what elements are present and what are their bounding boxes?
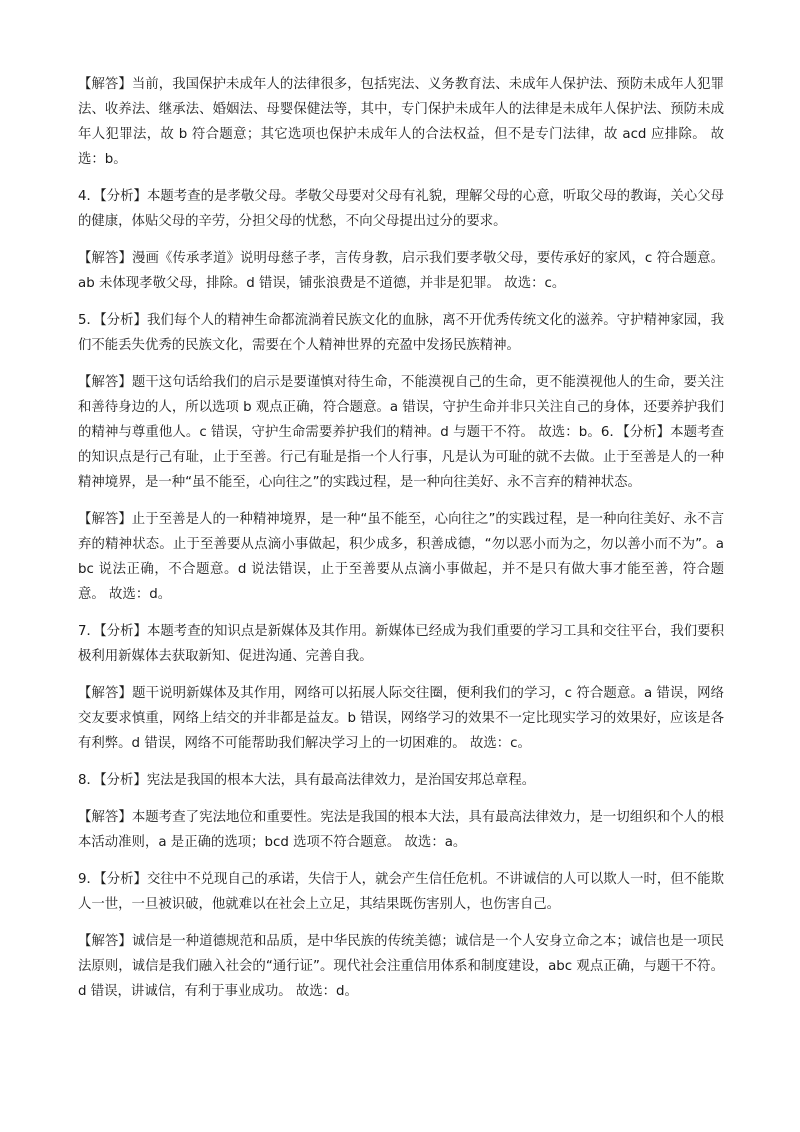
question-6-solution: 【解答】止于至善是人的一种精神境界，是一种“虽不能至，心向往之”的实践过程，是一种向往美好、永不言弃的精神状态。止于至善要从点滴小事做起，积少成多，积善成德，“勿以恶小而为之，勿以善小而不为”。abc 说法正确，不合题意。d 说法错误，止于至善要从点滴小事做起，并不是只有做大事才能至善，符合题意。 故选：d。: [78, 512, 724, 602]
question-4-solution: 【解答】漫画《传承孝道》说明母慈子孝，言传身教，启示我们要孝敬父母，要传承好的家风，c 符合题意。ab 未体现孝敬父母，排除。d 错误，铺张浪费是不道德，并非是犯罪。 故选：c。: [78, 251, 724, 291]
question-8-solution: 【解答】本题考查了宪法地位和重要性。宪法是我国的根本大法，具有最高法律效力，是一切组织和个人的根本活动准则，a 是正确的选项；bcd 选项不符合题意。 故选：a。: [78, 810, 724, 850]
question-9-analysis: 9．【分析】交往中不兑现自己的承诺，失信于人，就会产生信任危机。不讲诚信的人可以欺人一时，但不能欺人一世，一旦被识破，他就难以在社会上立足，其结果既伤害别人，也伤害自己。: [78, 872, 724, 912]
question-5-analysis: 5．【分析】我们每个人的精神生命都流淌着民族文化的血脉，离不开优秀传统文化的滋养。守护精神家园，我们不能丢失优秀的民族文化，需要在个人精神世界的充盈中发扬民族精神。: [78, 313, 724, 353]
question-7-analysis: 7．【分析】本题考查的知识点是新媒体及其作用。新媒体已经成为我们重要的学习工具和交往平台，我们要积极利用新媒体去获取新知、促进沟通、完善自我。: [78, 624, 724, 664]
question-7-solution: 【解答】题干说明新媒体及其作用，网络可以拓展人际交往圈，便利我们的学习，c 符合题意。a 错误，网络交友要求慎重，网络上结交的并非都是益友。b 错误，网络学习的效果不一定比现实学习的效果好，应该是各有利弊。d 错误，网络不可能帮助我们解决学习上的一切困难的。 故选：c。: [78, 686, 724, 751]
question-5-solution: 【解答】题干这句话给我们的启示是要谨慎对待生命，不能漠视自己的生命，更不能漠视他人的生命，要关注和善待身边的人，所以选项 b 观点正确，符合题意。a 错误，守护生命并非只关注自己的身体，还要养护我们的精神与尊重他人。c 错误，守护生命需要养护我们的精神。d 与题干不符。 故选：b。6．【分析】本题考查的知识点是行己有耻，止于至善。行己有耻是指一个人行事，凡是认为可耻的就不去做。止于至善是人的一种精神境界，是一种“虽不能至，心向往之”的实践过程，是一种向往美好、永不言弃的精神状态。: [78, 375, 724, 490]
document-page: [78, 72, 724, 1004]
answer-3-solution: 【解答】当前，我国保护未成年人的法律很多，包括宪法、义务教育法、未成年人保护法、预防未成年人犯罪法、收养法、继承法、婚姻法、母婴保健法等，其中，专门保护未成年人的法律是未成年人保护法、预防未成年人犯罪法，故 b 符合题意；其它选项也保护未成年人的合法权益，但不是专门法律，故 acd 应排除。 故选：b。: [78, 77, 724, 167]
question-4-analysis: 4．【分析】本题考查的是孝敬父母。孝敬父母要对父母有礼貌，理解父母的心意，听取父母的教诲，关心父母的健康，体贴父母的辛劳，分担父母的忧愁，不向父母提出过分的要求。: [78, 189, 724, 229]
question-9-solution: 【解答】诚信是一种道德规范和品质，是中华民族的传统美德；诚信是一个人安身立命之本；诚信也是一项民法原则，诚信是我们融入社会的“通行证”。现代社会注重信用体系和制度建设，abc 观点正确，与题干不符。d 错误，讲诚信，有利于事业成功。 故选：d。: [78, 934, 724, 999]
question-8-analysis: 8．【分析】宪法是我国的根本大法，具有最高法律效力，是治国安邦总章程。: [78, 773, 536, 788]
